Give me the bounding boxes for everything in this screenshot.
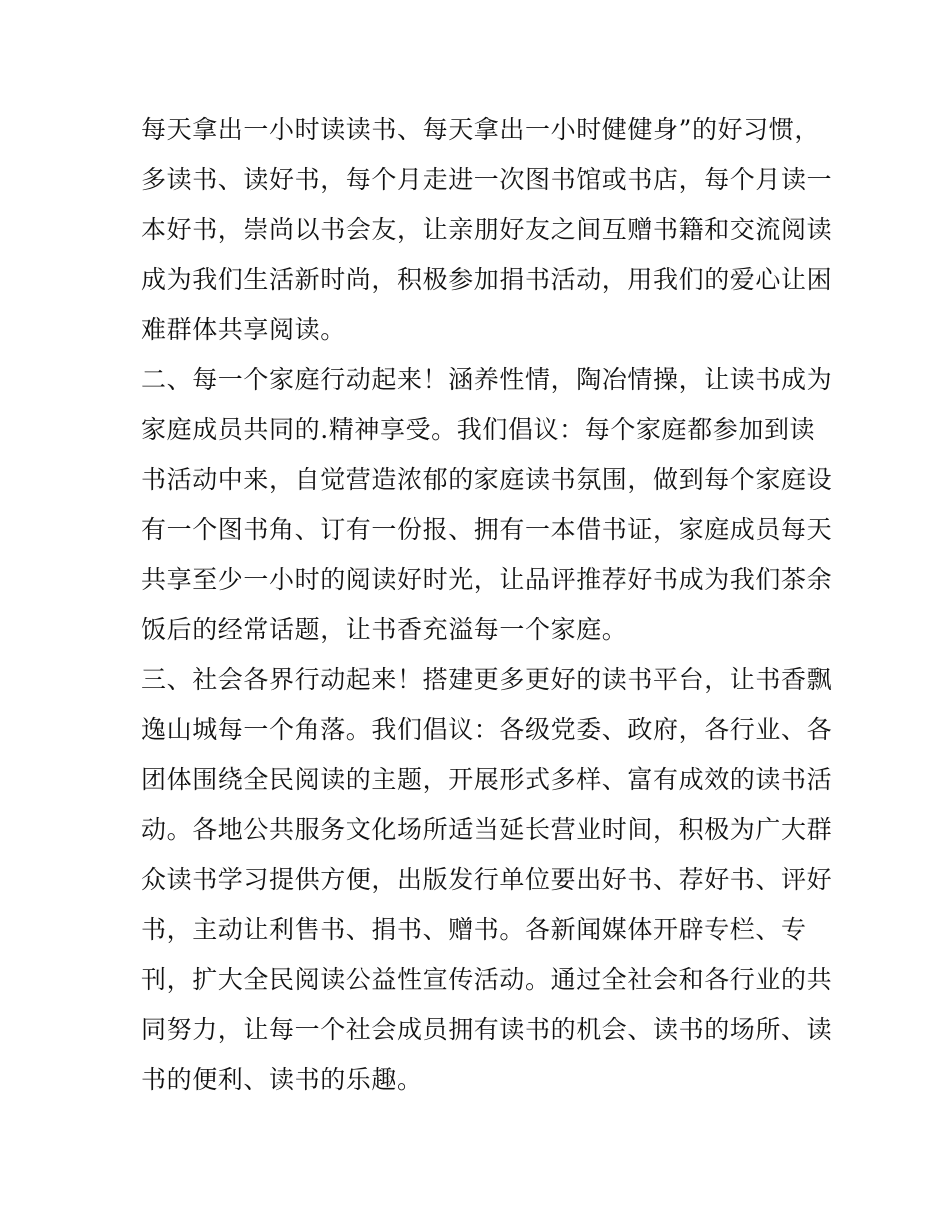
text-line: 多读书、读好书，每个月走进一次图书馆或书店，每个月读一: [141, 165, 833, 194]
text-line: 团体围绕全民阅读的主题，开展形式多样、富有成效的读书活: [141, 765, 833, 794]
text-line: 有一个图书角、订有一份报、拥有一本借书证，家庭成员每天: [141, 515, 833, 544]
text-line: 每天拿出一小时读读书、每天拿出一小时健健身”的好习惯，: [141, 115, 820, 144]
text-line: 成为我们生活新时尚，积极参加捐书活动，用我们的爱心让困: [141, 265, 833, 294]
section-heading-line: 三、社会各界行动起来！搭建更多更好的读书平台，让书香飘: [141, 665, 833, 694]
text-line: 难群体共享阅读。: [141, 315, 346, 344]
section-heading-line: 二、每一个家庭行动起来！涵养性情，陶冶情操，让读书成为: [141, 365, 833, 394]
text-line: 家庭成员共同的.精神享受。我们倡议：每个家庭都参加到读: [141, 415, 816, 444]
text-line: 同努力，让每一个社会成员拥有读书的机会、读书的场所、读: [141, 1015, 833, 1044]
text-line: 书的便利、读书的乐趣。: [141, 1065, 423, 1094]
text-line: 众读书学习提供方便，出版发行单位要出好书、荐好书、评好: [141, 865, 833, 894]
text-line: 书，主动让利售书、捐书、赠书。各新闻媒体开辟专栏、专: [141, 915, 807, 944]
document-body: [141, 105, 833, 1105]
text-line: 共享至少一小时的阅读好时光，让品评推荐好书成为我们茶余: [141, 565, 833, 594]
text-line: 刊，扩大全民阅读公益性宣传活动。通过全社会和各行业的共: [141, 965, 833, 994]
text-line: 饭后的经常话题，让书香充溢每一个家庭。: [141, 615, 628, 644]
text-line: 逸山城每一个角落。我们倡议：各级党委、政府，各行业、各: [141, 715, 833, 744]
text-line: 动。各地公共服务文化场所适当延长营业时间，积极为广大群: [141, 815, 833, 844]
text-line: 本好书，崇尚以书会友，让亲朋好友之间互赠书籍和交流阅读: [141, 215, 833, 244]
text-line: 书活动中来，自觉营造浓郁的家庭读书氛围，做到每个家庭设: [141, 465, 833, 494]
